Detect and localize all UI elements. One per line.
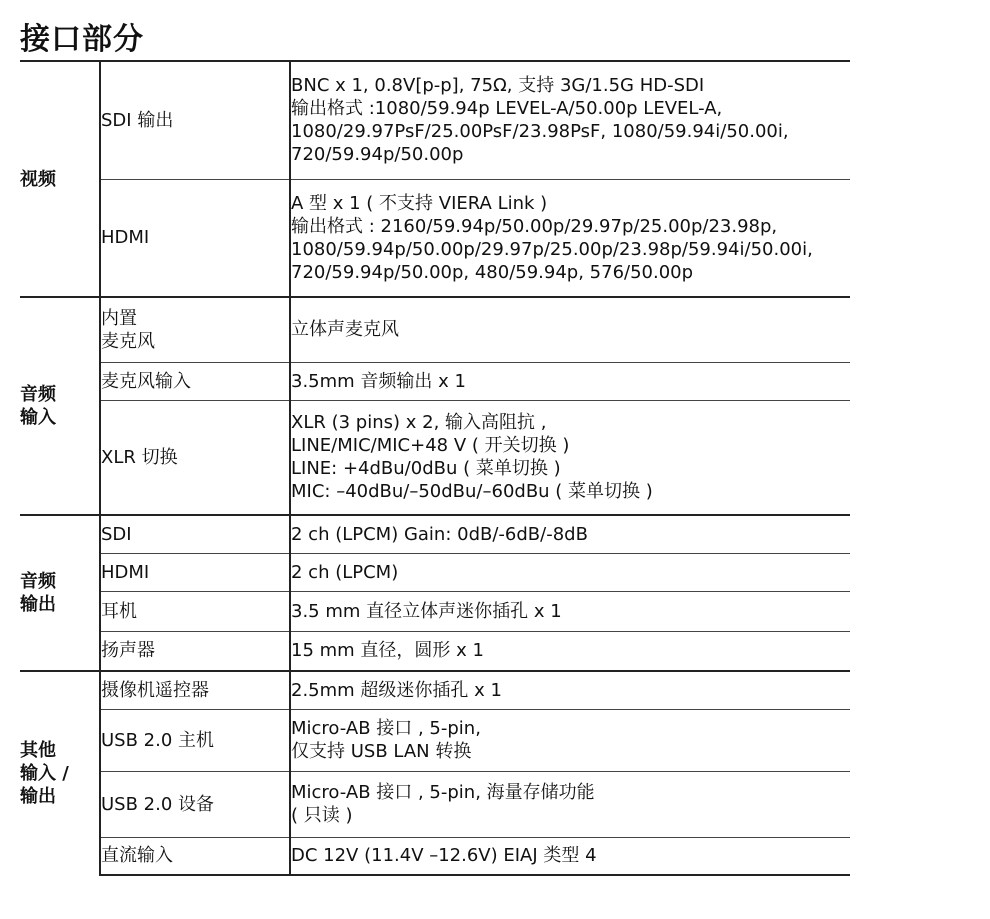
table-row	[20, 671, 850, 709]
row-value-xlr-switch: XLR (3 pins) x 2, 输入高阻抗 , LINE/MIC/MIC+48 V ( 开关切换 ) LINE: +4dBu/0dBu ( 菜单切换 ) MIC: –40dBu/–50dBu/–60dBu ( 菜单切换 )	[290, 400, 850, 515]
table-row	[20, 515, 850, 553]
row-label-hdmi-output: HDMI	[100, 179, 290, 297]
row-label-speaker: 扬声器	[100, 631, 290, 671]
row-value-usb-host: Micro-AB 接口 , 5-pin, 仅支持 USB LAN 转换	[290, 709, 850, 771]
interface-spec-table	[20, 60, 850, 876]
group-label-audio-output: 音频 输出	[20, 515, 100, 671]
row-value-builtin-mic: 立体声麦克风	[290, 297, 850, 362]
row-value-sdi-output: BNC x 1, 0.8V[p-p], 75Ω, 支持 3G/1.5G HD-SDI 输出格式 :1080/59.94p LEVEL-A/50.00p LEVEL-A, 1080/29.97PsF/25.00PsF/23.98PsF, 1080/59.94i/50.00i, 720/59.94p/50.00p	[290, 61, 850, 179]
table-row	[20, 297, 850, 362]
row-label-mic-input: 麦克风输入	[100, 362, 290, 400]
row-label-xlr-switch: XLR 切换	[100, 400, 290, 515]
row-value-dc-input: DC 12V (11.4V –12.6V) EIAJ 类型 4	[290, 837, 850, 875]
row-value-usb-device: Micro-AB 接口 , 5-pin, 海量存储功能 ( 只读 )	[290, 771, 850, 837]
row-value-hdmi-audio: 2 ch (LPCM)	[290, 553, 850, 591]
table-row	[20, 61, 850, 179]
table-row	[20, 179, 850, 297]
row-label-headphone: 耳机	[100, 591, 290, 631]
table-row	[20, 709, 850, 771]
group-label-video: 视频	[20, 61, 100, 297]
row-value-headphone: 3.5 mm 直径立体声迷你插孔 x 1	[290, 591, 850, 631]
row-value-hdmi-output: A 型 x 1 ( 不支持 VIERA Link ) 输出格式 : 2160/59.94p/50.00p/29.97p/25.00p/23.98p, 1080/59.94p/50.00p/29.97p/25.00p/23.98p/59.94i/50.00i, 720/59.94p/50.00p, 480/59.94p, 576/50.00p	[290, 179, 850, 297]
group-label-other-io: 其他 输入 / 输出	[20, 671, 100, 875]
row-label-hdmi-audio: HDMI	[100, 553, 290, 591]
table-row	[20, 837, 850, 875]
row-label-dc-input: 直流输入	[100, 837, 290, 875]
row-value-camera-remote: 2.5mm 超级迷你插孔 x 1	[290, 671, 850, 709]
page-title: 接口部分	[20, 22, 144, 57]
table-row	[20, 631, 850, 671]
row-label-camera-remote: 摄像机遥控器	[100, 671, 290, 709]
group-label-audio-input: 音频 输入	[20, 297, 100, 515]
row-label-sdi-output: SDI 输出	[100, 61, 290, 179]
table-row	[20, 362, 850, 400]
row-value-sdi-audio: 2 ch (LPCM) Gain: 0dB/-6dB/-8dB	[290, 515, 850, 553]
table-row	[20, 400, 850, 515]
row-label-usb-device: USB 2.0 设备	[100, 771, 290, 837]
row-label-usb-host: USB 2.0 主机	[100, 709, 290, 771]
row-label-builtin-mic: 内置 麦克风	[100, 297, 290, 362]
row-value-mic-input: 3.5mm 音频输出 x 1	[290, 362, 850, 400]
table-row	[20, 553, 850, 591]
table-row	[20, 771, 850, 837]
row-label-sdi-audio: SDI	[100, 515, 290, 553]
table-row	[20, 591, 850, 631]
row-value-speaker: 15 mm 直径，圆形 x 1	[290, 631, 850, 671]
